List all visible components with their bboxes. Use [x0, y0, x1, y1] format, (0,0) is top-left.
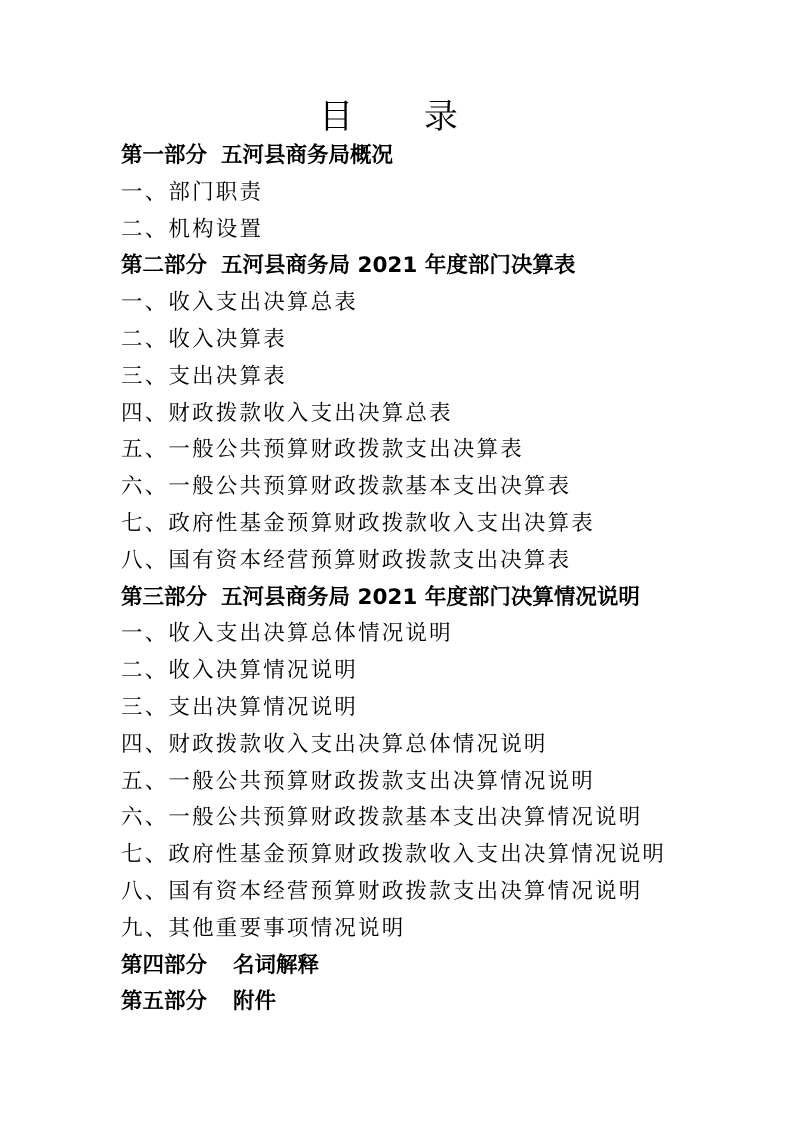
toc-item: 八、国有资本经营预算财政拨款支出决算表: [121, 547, 572, 573]
toc-part-2: [121, 248, 781, 285]
toc-part-title: 五河县商务局 2021 年度部门决算情况说明: [221, 584, 640, 610]
toc-item: 九、其他重要事项情况说明: [121, 915, 406, 941]
toc-item: 一、收入支出决算总表: [121, 290, 359, 316]
toc-item: 三、支出决算表: [121, 363, 287, 389]
toc-item: 四、财政拨款收入支出决算总表: [121, 400, 453, 426]
toc-part-3: [121, 580, 781, 617]
toc-part-title: 五河县商务局 2021 年度部门决算表: [221, 253, 576, 279]
toc-item: 二、收入决算情况说明: [121, 658, 359, 684]
toc-part-title: 五河县商务局概况: [221, 143, 394, 168]
toc-item: 二、机构设置: [121, 216, 264, 242]
toc-part-label: 第一部分: [121, 143, 208, 168]
toc-item: 三、支出决算情况说明: [121, 694, 359, 720]
toc-part-1: [121, 138, 781, 175]
toc-item: 六、一般公共预算财政拨款基本支出决算表: [121, 474, 572, 500]
toc-part-label: 第五部分: [121, 989, 208, 1015]
page-title: 目 录: [319, 97, 488, 137]
toc-part-title: 附件: [233, 989, 277, 1015]
toc-item: 二、收入决算表: [121, 326, 287, 352]
toc-item: 七、政府性基金预算财政拨款收入支出决算表: [121, 510, 596, 536]
toc-item: 一、部门职责: [121, 179, 264, 205]
toc-item: 一、收入支出决算总体情况说明: [121, 621, 453, 647]
toc-part-label: 第三部分: [121, 584, 208, 610]
toc-item: 七、政府性基金预算财政拨款收入支出决算情况说明: [121, 842, 667, 868]
toc-item: 四、财政拨款收入支出决算总体情况说明: [121, 731, 548, 757]
toc-item: 五、一般公共预算财政拨款支出决算表: [121, 437, 524, 463]
toc-part-5: [121, 984, 781, 1021]
table-of-contents: [121, 138, 781, 1021]
toc-item: 八、国有资本经营预算财政拨款支出决算情况说明: [121, 878, 643, 904]
toc-part-4: [121, 948, 781, 985]
toc-item: 六、一般公共预算财政拨款基本支出决算情况说明: [121, 805, 643, 831]
toc-part-label: 第四部分: [121, 952, 208, 978]
toc-part-label: 第二部分: [121, 253, 208, 279]
toc-part-title: 名词解释: [233, 952, 320, 978]
toc-item: 五、一般公共预算财政拨款支出决算情况说明: [121, 768, 596, 794]
